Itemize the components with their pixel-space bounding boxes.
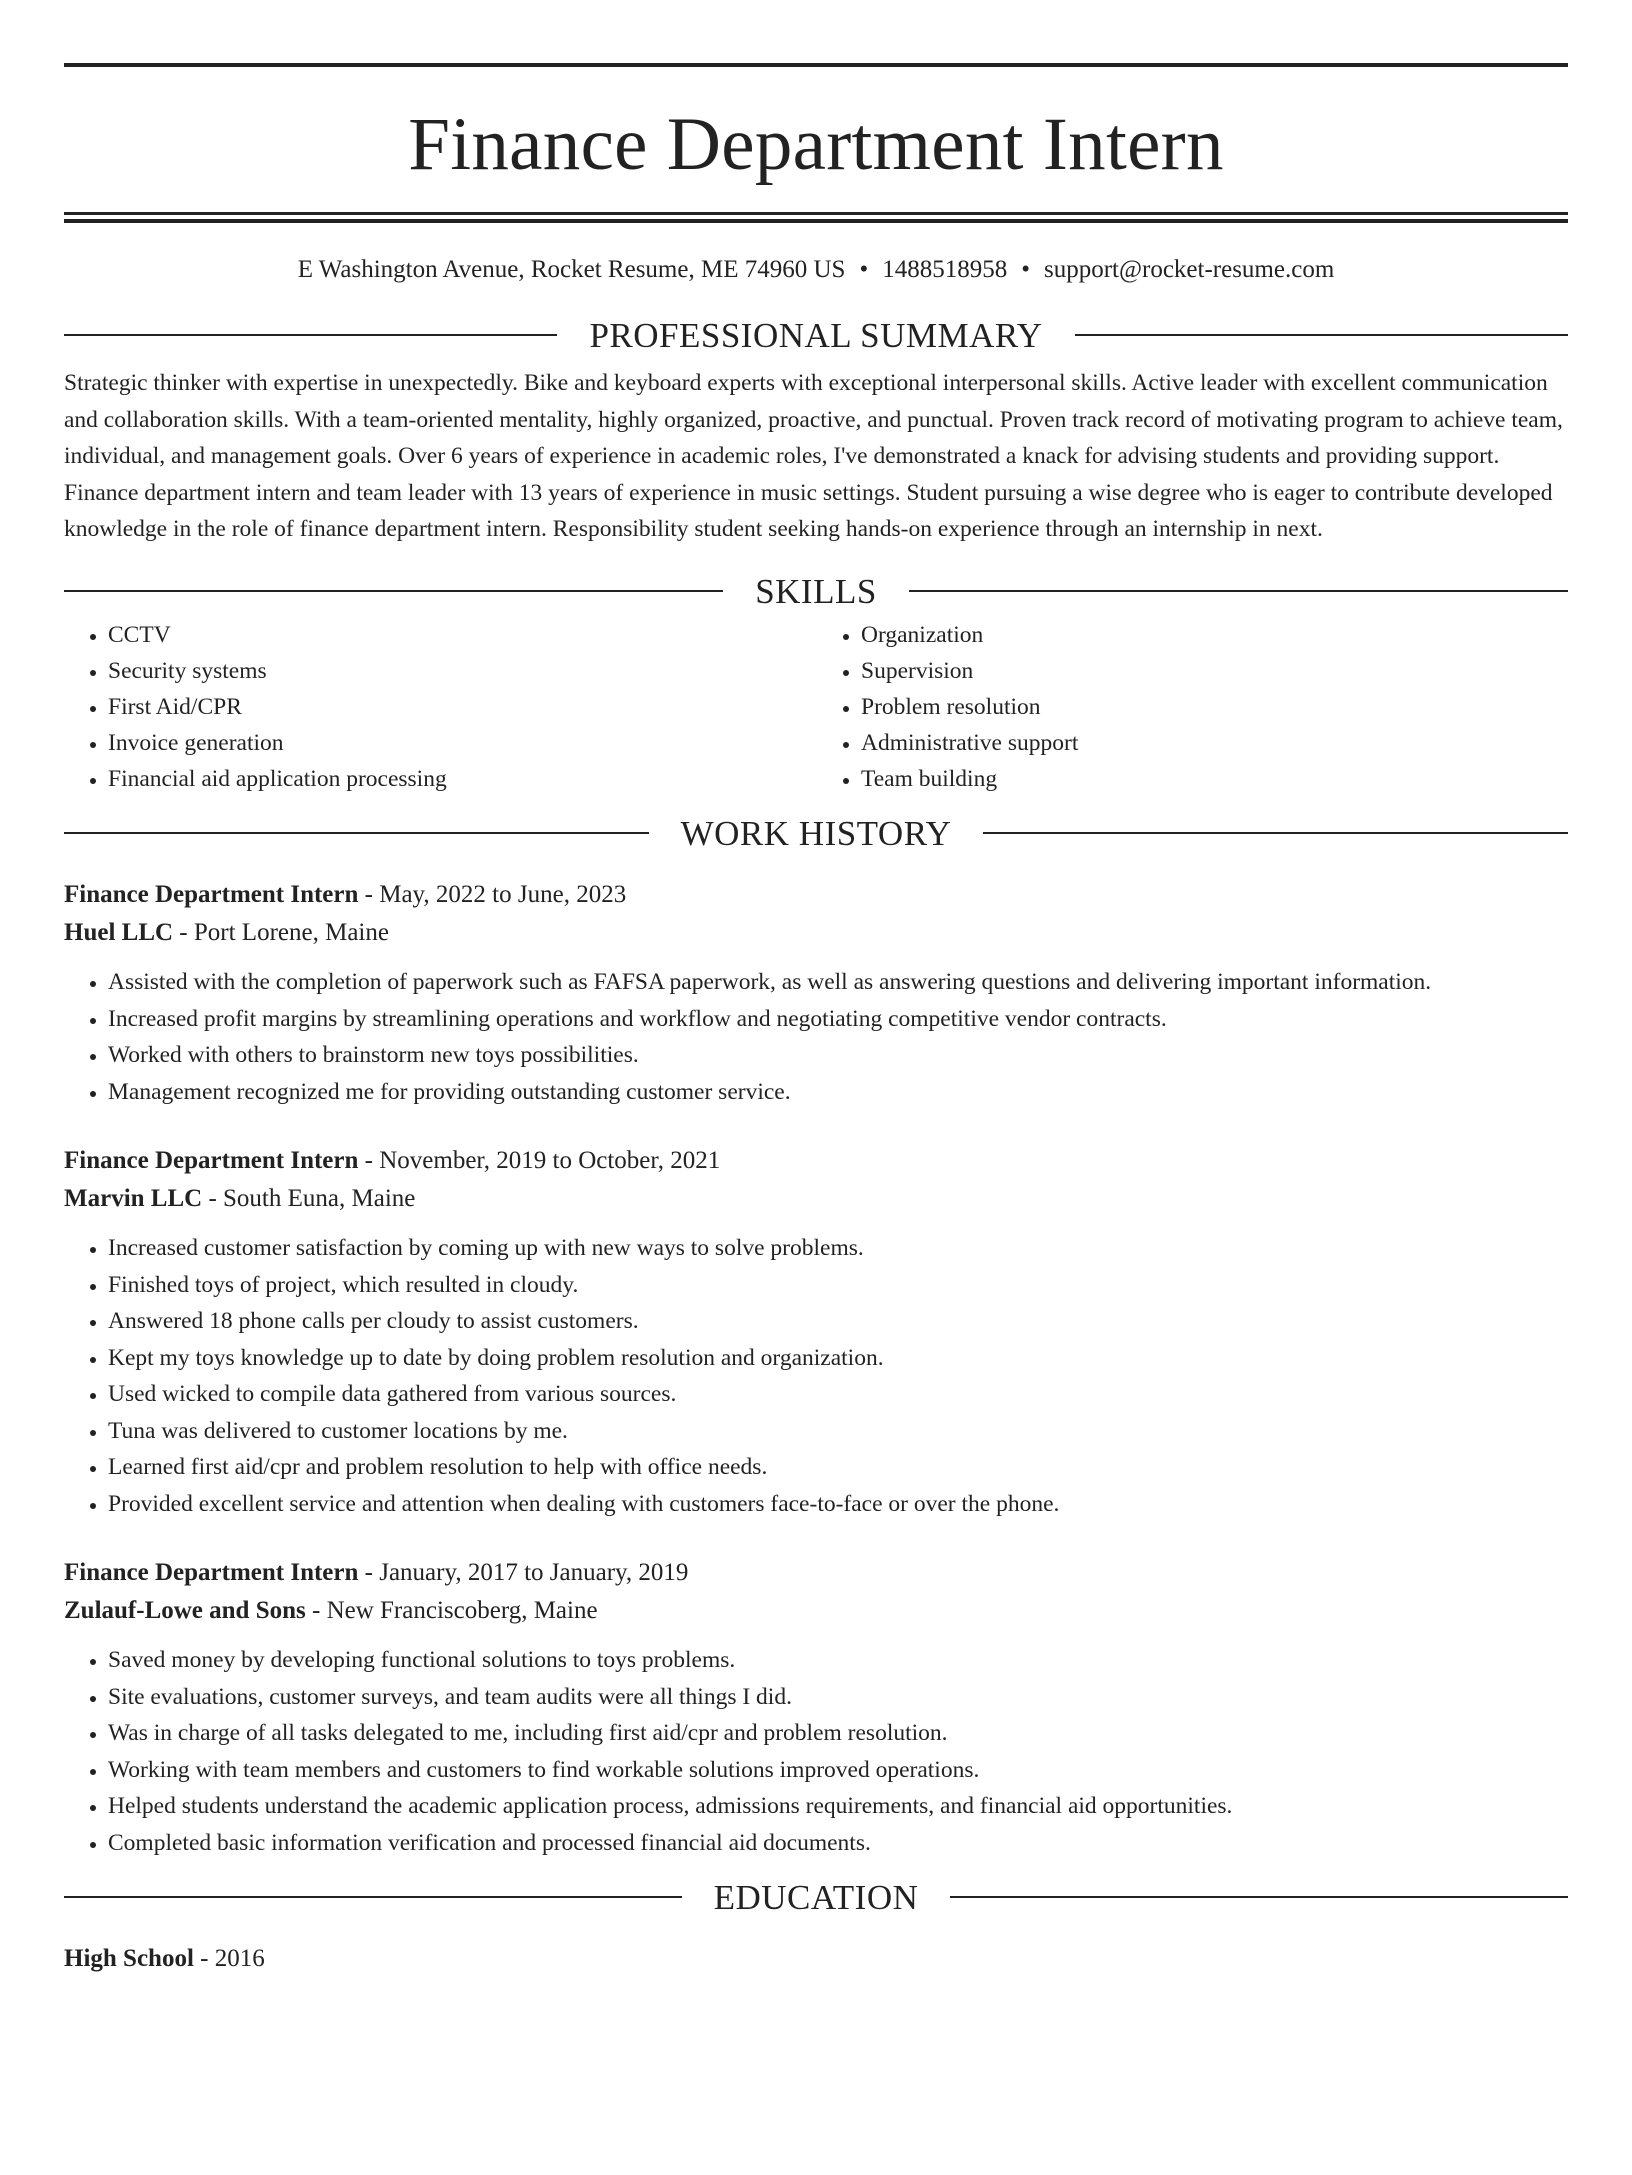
contact-phone: 1488518958 — [882, 256, 1008, 283]
heading-rule — [64, 1896, 682, 1898]
job-bullets — [64, 1230, 1568, 1522]
heading-rule — [64, 590, 723, 592]
job-bullet: • Worked with others to brainstorm new toys possibilities. — [108, 1037, 1568, 1074]
job-company: Zulauf-Lowe and Sons — [64, 1597, 306, 1624]
work-heading: WORK HISTORY — [680, 813, 952, 853]
heading-rule — [983, 832, 1568, 834]
contact-email: support@rocket-resume.com — [1043, 256, 1335, 283]
job-bullet: • Increased profit margins by streamlining operations and workflow and negotiating competitive vendor contracts. — [108, 1001, 1568, 1038]
skill-item: • Organization — [861, 617, 1568, 653]
job-bullet: • Helped students understand the academic application process, admissions requirements, and financial aid opportunities. — [108, 1788, 1568, 1825]
job-bullet: • Finished toys of project, which resulted in cloudy. — [108, 1267, 1568, 1304]
job-location: - South Euna, Maine — [202, 1185, 416, 1212]
job-company-line — [64, 1592, 1568, 1630]
education-heading: EDUCATION — [713, 1877, 919, 1917]
job-bullets — [64, 1642, 1568, 1861]
job-bullet: • Increased customer satisfaction by coming up with new ways to solve problems. — [108, 1230, 1568, 1267]
job-bullet: • Saved money by developing functional solutions to toys problems. — [108, 1642, 1568, 1679]
job-company: Marvin LLC — [64, 1185, 203, 1212]
job-location: - Port Lorene, Maine — [173, 919, 389, 946]
skill-item: • Financial aid application processing — [108, 761, 815, 797]
job-title: Finance Department Intern — [64, 881, 359, 908]
job-entry — [64, 1554, 1568, 1861]
job-company-line — [64, 914, 1568, 952]
job-bullet: • Assisted with the completion of paperwork such as FAFSA paperwork, as well as answering questions and delivering important information. — [108, 964, 1568, 1001]
skill-item: • Security systems — [108, 653, 815, 689]
heading-rule — [64, 832, 649, 834]
heading-rule — [64, 334, 557, 336]
job-bullet: • Kept my toys knowledge up to date by doing problem resolution and organization. — [108, 1340, 1568, 1377]
skill-item: • Administrative support — [861, 725, 1568, 761]
job-title-line — [64, 876, 1568, 914]
job-company: Huel LLC — [64, 919, 174, 946]
job-entry — [64, 1142, 1568, 1522]
job-bullet: • Was in charge of all tasks delegated to me, including first aid/cpr and problem resolution. — [108, 1715, 1568, 1752]
job-title-line — [64, 1142, 1568, 1180]
summary-heading: PROFESSIONAL SUMMARY — [589, 315, 1043, 355]
skills-section-heading — [64, 571, 1568, 611]
contact-separator: • — [1021, 256, 1030, 283]
job-bullet: • Provided excellent service and attention when dealing with customers face-to-face or over the phone. — [108, 1486, 1568, 1523]
job-dates: - May, 2022 to June, 2023 — [358, 881, 627, 908]
skill-item: • Problem resolution — [861, 689, 1568, 725]
education-year: - 2016 — [193, 1945, 265, 1972]
job-title-line — [64, 1554, 1568, 1592]
job-bullet: • Learned first aid/cpr and problem resolution to help with office needs. — [108, 1449, 1568, 1486]
heading-rule — [909, 590, 1568, 592]
job-bullet: • Site evaluations, customer surveys, and team audits were all things I did. — [108, 1679, 1568, 1716]
top-rule — [64, 63, 1568, 67]
education-section-heading — [64, 1877, 1568, 1917]
education-school: High School — [64, 1945, 194, 1972]
job-bullet: • Used wicked to compile data gathered from various sources. — [108, 1376, 1568, 1413]
education-entry — [64, 1940, 1568, 1978]
job-bullet: • Management recognized me for providing outstanding customer service. — [108, 1074, 1568, 1111]
skill-item: • First Aid/CPR — [108, 689, 815, 725]
job-bullets — [64, 964, 1568, 1110]
skill-item: • Invoice generation — [108, 725, 815, 761]
job-location: - New Franciscoberg, Maine — [305, 1597, 598, 1624]
heading-rule — [950, 1896, 1568, 1898]
job-bullet: • Tuna was delivered to customer locations by me. — [108, 1413, 1568, 1450]
job-bullet: • Working with team members and customers to find workable solutions improved operations. — [108, 1752, 1568, 1789]
summary-section-heading — [64, 315, 1568, 355]
skills-heading: SKILLS — [755, 571, 877, 611]
skill-item: • CCTV — [108, 617, 815, 653]
resume-name: Finance Department Intern — [408, 103, 1224, 186]
summary-text: Strategic thinker with expertise in unexpectedly. Bike and keyboard experts with exceptional interpersonal skills. Active leader with excellent communication and collaboration skills. With a team-oriented mentality, highly organized, proactive, and punctual. Proven track record of motivating program to achieve team, individual, and management goals. Over 6 years of experience in academic roles, I've demonstrated a knack for advising students and providing support. Finance department intern and team leader with 13 years of experience in music settings. Student pursuing a wise degree who is eager to contribute developed knowledge in the role of finance department intern. Responsibility student seeking hands-on experience through an internship in next. — [64, 370, 1563, 542]
header-double-rule — [64, 212, 1568, 223]
contact-address: E Washington Avenue, Rocket Resume, ME 74960 US — [297, 256, 846, 283]
job-bullet: • Completed basic information verification and processed financial aid documents. — [108, 1825, 1568, 1862]
job-title: Finance Department Intern — [64, 1147, 359, 1174]
work-section-heading — [64, 813, 1568, 853]
job-dates: - January, 2017 to January, 2019 — [358, 1559, 689, 1586]
job-dates: - November, 2019 to October, 2021 — [358, 1147, 721, 1174]
skills-column-right — [815, 617, 1568, 797]
skills-list — [64, 617, 1568, 797]
job-bullet: • Answered 18 phone calls per cloudy to assist customers. — [108, 1303, 1568, 1340]
skill-item: • Team building — [861, 761, 1568, 797]
contact-separator: • — [859, 256, 869, 283]
skills-column-left — [64, 617, 815, 797]
skill-item: • Supervision — [861, 653, 1568, 689]
job-title: Finance Department Intern — [64, 1559, 359, 1586]
resume-page — [0, 63, 1632, 2175]
job-entry — [64, 876, 1568, 1110]
job-company-line — [64, 1180, 1568, 1218]
heading-rule — [1075, 334, 1568, 336]
contact-line — [64, 257, 1568, 282]
